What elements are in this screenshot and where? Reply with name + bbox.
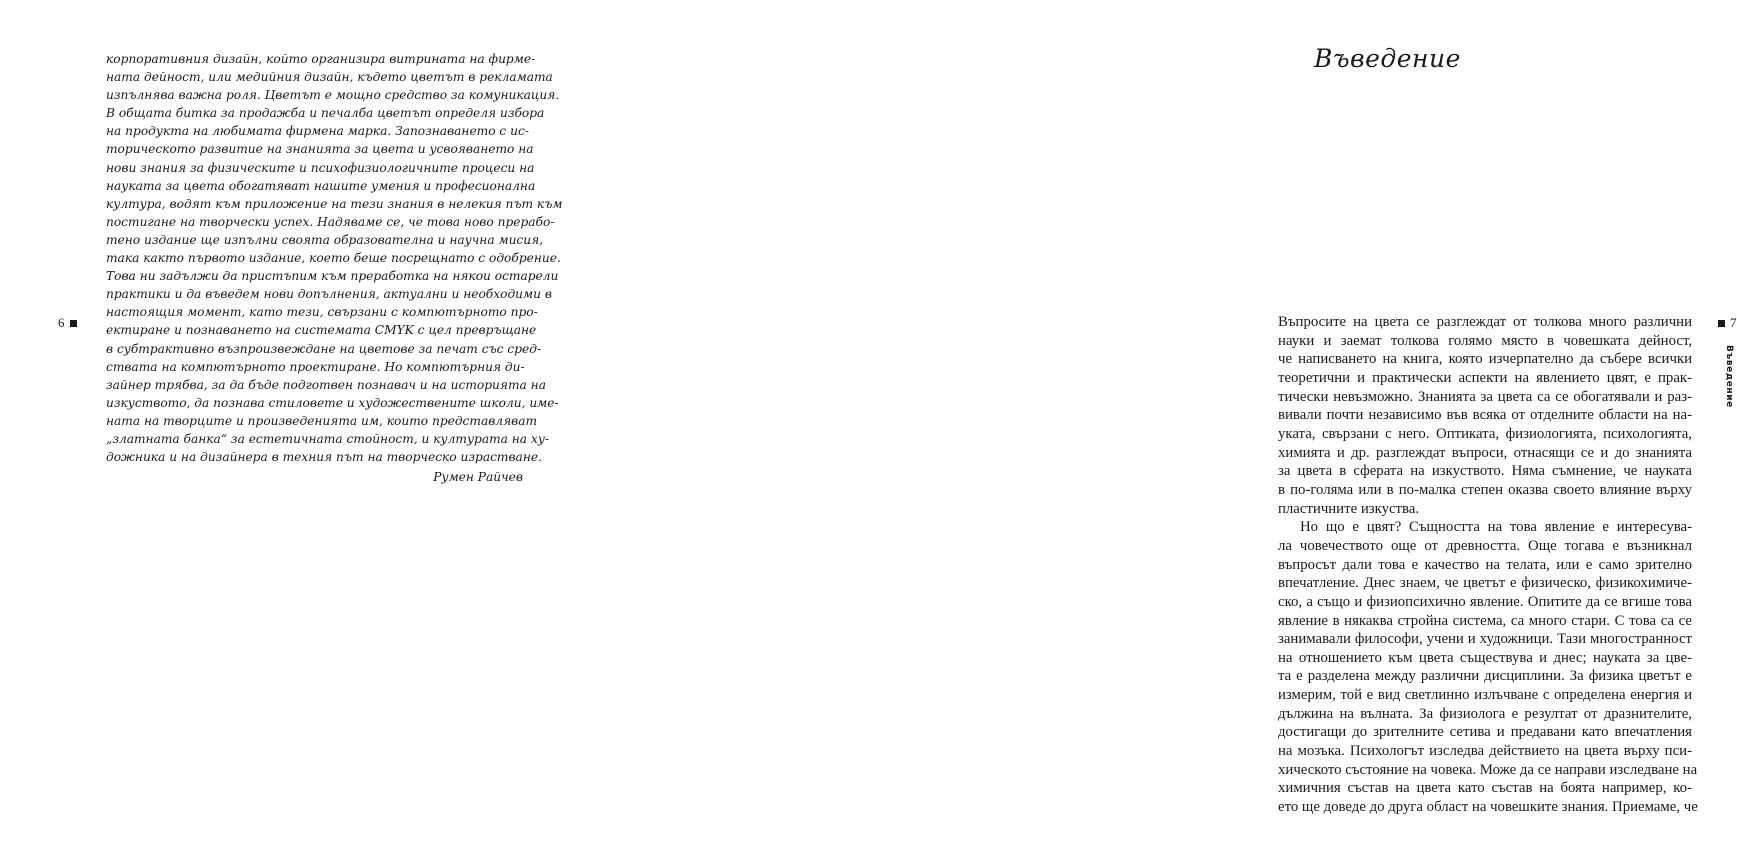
intro-line: ла човечеството още от древността. Още тогава е възникнал xyxy=(1278,537,1692,554)
intro-line: тически невъзможно. Знанията за цвета са се обогатявали и раз- xyxy=(1278,388,1692,405)
preface-line: торическото развитие на знанията за цвета и усвояването на xyxy=(106,142,534,157)
intro-line: ско, а също и физиопсихично явление. Опитите да се вгише това xyxy=(1278,593,1692,610)
preface-line: Това ни задължи да пристъпим към преработка на някои остарели xyxy=(106,269,559,284)
intro-line: химичния състав на цвета като състав на боята например, ко- xyxy=(1278,780,1692,797)
preface-line: В общата битка за продажба и печалба цветът определя избора xyxy=(106,106,545,121)
preface-line: науката за цвета обогатяват нашите умения и професионална xyxy=(106,178,536,193)
intro-line: впечатление. Днес знаем, че цветът е физическо, физикохимиче- xyxy=(1278,575,1692,592)
intro-line: че написването на книга, която изчерпателно да събере всички xyxy=(1278,351,1692,368)
preface-line: в субтрактивно възпроизвеждане на цветове за печат със сред- xyxy=(106,341,542,356)
preface-line: ната на творците и произведенията им, които представляват xyxy=(106,413,538,428)
intro-line: достигащи до зрителните сетива и предавани като впечатления xyxy=(1278,724,1692,741)
page-number-left-value: 6 xyxy=(58,315,65,330)
preface-text xyxy=(106,50,563,466)
intro-line: за цвета в сферата на изкуството. Няма съмнение, че науката xyxy=(1278,463,1692,480)
intro-line: въпросът дали това е качество на телата, или е само зрително xyxy=(1278,556,1692,573)
intro-line: Но що е цвят? Същността на това явление е интересува- xyxy=(1300,519,1692,536)
preface-line: „златната банка“ за естетичната стойност, и културата на ху- xyxy=(106,431,550,446)
intro-line: в по-голяма или в по-малка степен оказва своето влияние върху xyxy=(1278,481,1692,498)
page-number-right-value: 7 xyxy=(1730,315,1737,330)
intro-line: дължина на вълната. За физиолога е резултат от дразнителите, xyxy=(1278,705,1692,722)
page-number-right xyxy=(1718,315,1737,331)
preface-line: така както първото издание, което беше посрещнато с одобрение. xyxy=(106,251,561,266)
preface-line: корпоративния дизайн, който организира витрината на фирме- xyxy=(106,52,536,66)
preface-line: ната дейност, или медийния дизайн, където цветът в рекламата xyxy=(106,70,553,85)
intro-line: науки и заемат толкова голямо място в човешката дейност, xyxy=(1278,332,1692,349)
preface-line: изпълнява важна роля. Цветът е мощно средство за комуникация. xyxy=(106,88,560,103)
intro-line: та е разделена между различни дисциплини. За физика цветът е xyxy=(1278,668,1692,685)
preface-line: на продукта на любимата фирмена марка. Запознаването с ис- xyxy=(106,124,529,139)
intro-line: занимавали философи, учени и художници. Тази многостранност xyxy=(1278,631,1692,648)
folio-square-icon xyxy=(70,320,77,327)
right-page xyxy=(600,0,1737,852)
preface-line: ектиране и познаването на системата CMYK с цел превръщане xyxy=(106,323,537,338)
introduction-text xyxy=(1278,313,1698,817)
intro-line: на мозъка. Психологът изследва действието на цвета върху пси- xyxy=(1278,743,1692,760)
author-signature: Румен Райчев xyxy=(433,470,523,484)
intro-line: ето ще доведе до друга област на човешките знания. Приемаме, че xyxy=(1278,799,1698,816)
intro-line: уката, свързани с него. Оптиката, физиологията, психологията, xyxy=(1278,425,1692,442)
intro-line: Въпросите на цвета се разглеждат от толкова много различни xyxy=(1278,314,1692,330)
preface-line: изкуството, да познава стиловете и художествените школи, име- xyxy=(106,395,559,410)
running-head: Въведение xyxy=(1724,345,1734,408)
left-page xyxy=(0,0,600,852)
intro-line: пластичните изкуства. xyxy=(1278,500,1420,517)
intro-line: химията и др. разглеждат въпроси, отнасящи се и до знанията xyxy=(1278,444,1692,461)
intro-line: явление в някаква стройна система, са много стари. С това са се xyxy=(1278,612,1692,629)
preface-line: постигане на творчески успех. Надяваме се, че това ново прерабо- xyxy=(106,214,555,229)
intro-line: измерим, той е вид светлинно излъчване с определена енергия и xyxy=(1278,687,1692,704)
chapter-title: Въведение xyxy=(1314,44,1461,73)
intro-line: теоретични и практически аспекти на явлението цвят, е прак- xyxy=(1278,369,1692,386)
folio-square-icon xyxy=(1718,320,1725,327)
preface-line: практики и да въведем нови допълнения, актуални и необходими в xyxy=(106,287,552,302)
preface-line: зайнер трябва, за да бъде подготвен познавач и на историята на xyxy=(106,377,546,392)
preface-line: тено издание ще изпълни своята образователна и научна мисия, xyxy=(106,232,544,247)
preface-line: дожника и на дизайнера в техния път на творческо израстване. xyxy=(106,450,542,465)
preface-line: ствата на компютърното проектиране. Но компютърния ди- xyxy=(106,359,525,374)
page-number-left xyxy=(58,315,77,331)
intro-line: вивали почти независимо във всяка от отделните области на на- xyxy=(1278,407,1692,424)
intro-line: на отношението към цвета съществува и днес; науката за цве- xyxy=(1278,649,1692,666)
preface-line: нови знания за физическите и психофизиологичните процеси на xyxy=(106,160,535,175)
intro-line: хическото състояние на човека. Може да се направи изследване на xyxy=(1278,761,1698,778)
preface-line: настоящия момент, като тези, свързани с компютърното про- xyxy=(106,305,538,320)
preface-line: култура, водят към приложение на тези знания в нелекия път към xyxy=(106,196,563,211)
